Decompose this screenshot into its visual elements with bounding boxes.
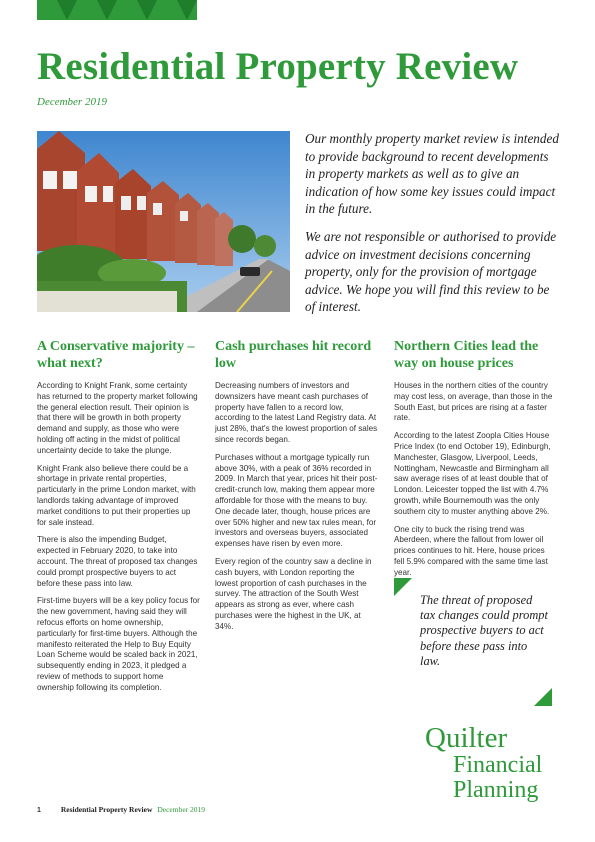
logo-line: Quilter <box>425 722 508 754</box>
article-paragraph: According to the latest Zoopla Cities House Price Index (to end October 19), Edinburgh, Manchester, Glasgow, Liverpool, Leeds, Nottingham, Newcastle and Birmingham all saw average rises of at least double that of London. Leicester topped the list with 4.7% growth, while Bournemouth was the only southern city to muster anything above 2%. <box>394 431 551 516</box>
triangle-icon <box>177 0 197 20</box>
pull-quote <box>394 578 552 706</box>
article-paragraph: Knight Frank also believe there could be a shortage in private rental properties, particularly in the prime London market, with landlords taking advantage of improved market conditions to put their properties up for sale instead. <box>37 463 196 527</box>
top-decorative-band <box>37 0 197 20</box>
logo-line: Planning <box>453 777 539 803</box>
footer-title: Residential Property Review <box>60 805 153 814</box>
article-paragraph: There is also the impending Budget, expected in February 2020, to take into account. The threat of proposed tax changes could prompt prospective buyers to act before these pass into law. <box>37 535 198 588</box>
article-paragraph: Purchases without a mortgage typically run above 30%, with a peak of 36% recorded in 2009. In March that year, prices hit their post-credit-crunch low, making them appear more affordable for those with the means to buy. One decade later, though, house prices are over 50% higher and new tax rules mean, for investors and overseas buyers, associated expenses have risen by even more. <box>215 452 378 549</box>
article-conservative-majority <box>37 339 200 701</box>
intro-statement <box>305 130 560 326</box>
quilter-logo <box>425 723 542 803</box>
article-paragraph: According to Knight Frank, some certainty has returned to the property market following the general election result. Their opinion is that there will be growth in both property demand and supply, as those who were holding off acting in the midst of political uncertainty decide to take the plunge. <box>37 381 198 455</box>
disclaimer-paragraph: We are not responsible or authorised to provide advice on investment decisions concerning property, only for the provision of mortgage advice. We hope you will find this review to be of interest. <box>305 228 557 315</box>
issue-date: December 2019 <box>37 96 107 108</box>
pull-quote-text: The threat of proposed tax changes could prompt prospective buyers to act before these pass into law. <box>420 593 548 668</box>
triangle-icon <box>97 0 117 20</box>
article-cash-purchases <box>215 339 378 640</box>
logo-line: Financial <box>453 752 543 778</box>
article-heading: A Conservative majority – what next? <box>37 339 195 371</box>
page-title: Residential Property Review <box>37 45 519 88</box>
street-of-houses-photo <box>37 131 290 312</box>
intro-paragraph: Our monthly property market review is intended to provide background to recent developments in property markets as well as to give an indication of how some key issues could impact in the future. <box>305 131 559 217</box>
article-paragraph: Decreasing numbers of investors and downsizers have meant cash purchases of property have fallen to a record low, according to the latest Land Registry data. At just 28%, that's the lowest proportion of sales since records began. <box>215 381 378 444</box>
footer-date: December 2019 <box>157 805 206 814</box>
page-number: 1 <box>37 807 41 814</box>
article-paragraph: Houses in the northern cities of the country may cost less, on average, than those in the South East, but prices are rising at a faster rate. <box>394 381 553 423</box>
article-heading: Cash purchases hit record low <box>215 339 372 371</box>
article-paragraph: One city to buck the rising trend was Aberdeen, where the fallout from lower oil prices continues to hit. Here, house prices fell 5.9% compared with the same time last year. <box>394 524 548 577</box>
quote-corner-icon <box>394 578 412 596</box>
triangle-icon <box>57 0 77 20</box>
article-paragraph: First-time buyers will be a key policy focus for the new government, having said they will refocus efforts on home ownership, particularly for first-time buyers. Although the manifesto reiterated the Help to Buy Equity Loan Scheme would be scaled back in 2021, subsequently ending in 2023, it pledged a review of methods to support home ownership following its completion. <box>37 596 200 692</box>
quote-corner-icon <box>534 688 552 706</box>
triangle-icon <box>137 0 157 20</box>
page-footer <box>37 805 205 814</box>
article-heading: Northern Cities lead the way on house prices <box>394 339 539 371</box>
article-paragraph: Every region of the country saw a decline in cash buyers, with London reporting the lowest proportion of cash purchases in the survey. The attraction of the South West appears as strong as ever, where cash purchases were the highest in the UK, at 34%. <box>215 556 372 631</box>
article-northern-cities <box>394 339 557 586</box>
